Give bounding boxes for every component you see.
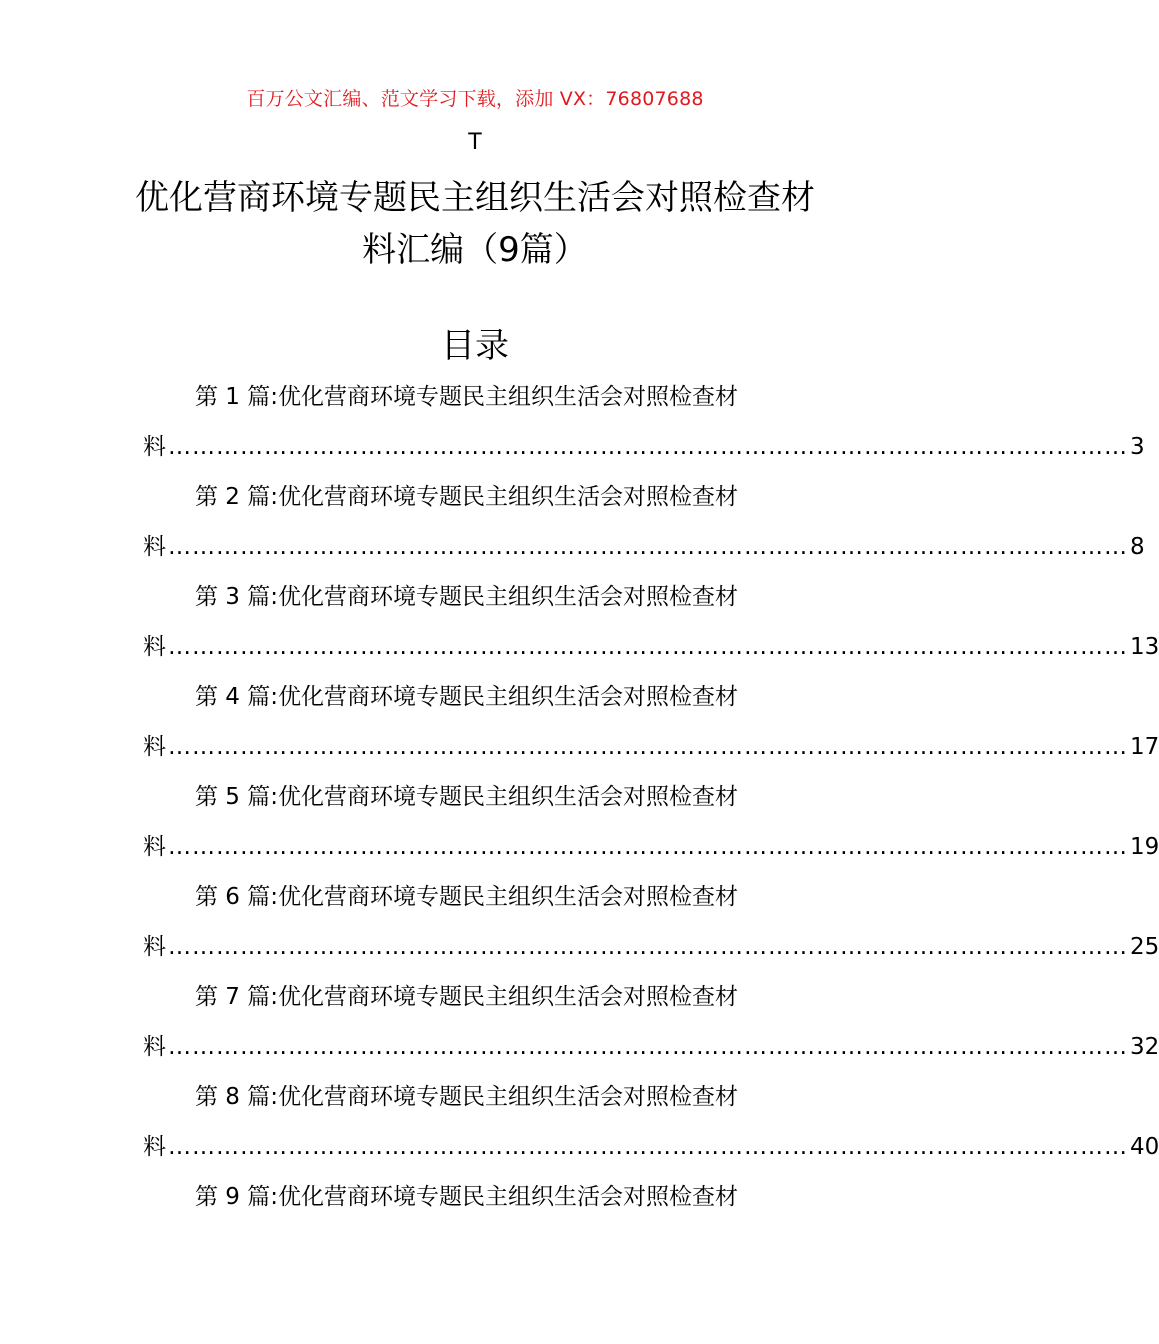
toc-entry[interactable] <box>143 1072 1159 1172</box>
toc-entry[interactable] <box>143 572 1159 672</box>
toc-entry[interactable] <box>143 672 1159 772</box>
toc-entry[interactable] <box>143 472 1145 572</box>
toc-dot-leader: ………………………………………………………………………………………………………… <box>168 734 1128 760</box>
toc-dot-leader: ………………………………………………………………………………………………………… <box>168 834 1128 860</box>
toc-entry-continuation: 料 <box>143 534 166 560</box>
toc-entry-title: 第 9 篇:优化营商环境专题民主组织生活会对照检查材 <box>195 1184 739 1210</box>
toc-entry[interactable] <box>143 1172 805 1222</box>
toc-entry-continuation: 料 <box>143 1034 166 1060</box>
toc-heading: 目录 <box>441 326 509 366</box>
toc-entry-page: 19 <box>1130 834 1159 860</box>
toc-entry-page: 3 <box>1130 434 1145 460</box>
toc-entry-continuation: 料 <box>143 634 166 660</box>
toc-entry[interactable] <box>143 372 1145 472</box>
toc-entry-title: 第 5 篇:优化营商环境专题民主组织生活会对照检查材 <box>195 784 739 810</box>
toc-entry-continuation: 料 <box>143 834 166 860</box>
header-note: 百万公文汇编、范文学习下载，添加 VX：76807688 <box>246 88 704 110</box>
toc-entry-continuation-line <box>143 822 1159 872</box>
toc-entry[interactable] <box>143 872 1159 972</box>
toc-entry-continuation-line <box>143 922 1159 972</box>
toc-entry-continuation-line <box>143 1122 1159 1172</box>
toc-entry-continuation-line <box>143 722 1159 772</box>
toc-dot-leader: ………………………………………………………………………………………………………… <box>168 634 1128 660</box>
toc-entry-continuation-line <box>143 622 1159 672</box>
toc-entry-continuation: 料 <box>143 434 166 460</box>
toc-entry-continuation-line <box>143 522 1145 572</box>
toc-entry-continuation-line <box>143 1022 1159 1072</box>
toc-entry-page: 25 <box>1130 934 1159 960</box>
document-title: 优化营商环境专题民主组织生活会对照检查材料汇编（9篇） <box>135 178 815 270</box>
toc-entry[interactable] <box>143 972 1159 1072</box>
toc-entry-title: 第 4 篇:优化营商环境专题民主组织生活会对照检查材 <box>195 684 739 710</box>
toc-entry-continuation-line <box>143 422 1145 472</box>
toc-entry-page: 13 <box>1130 634 1159 660</box>
toc-dot-leader: ………………………………………………………………………………………………………… <box>168 434 1128 460</box>
toc-entry-page: 40 <box>1130 1134 1159 1160</box>
toc-entry-page: 17 <box>1130 734 1159 760</box>
toc-entry-title: 第 7 篇:优化营商环境专题民主组织生活会对照检查材 <box>195 984 739 1010</box>
toc-entry-title: 第 8 篇:优化营商环境专题民主组织生活会对照检查材 <box>195 1084 739 1110</box>
toc-dot-leader: ………………………………………………………………………………………………………… <box>168 534 1128 560</box>
toc-entry-continuation: 料 <box>143 934 166 960</box>
toc-entry-title: 第 1 篇:优化营商环境专题民主组织生活会对照检查材 <box>195 384 739 410</box>
toc-dot-leader: ………………………………………………………………………………………………………… <box>168 1134 1128 1160</box>
toc-entry-continuation: 料 <box>143 734 166 760</box>
stray-mark: T <box>468 130 482 155</box>
toc-entry[interactable] <box>143 772 1159 872</box>
toc-entry-title: 第 3 篇:优化营商环境专题民主组织生活会对照检查材 <box>195 584 739 610</box>
toc-dot-leader: ………………………………………………………………………………………………………… <box>168 934 1128 960</box>
table-of-contents <box>143 372 1159 1222</box>
toc-entry-page: 32 <box>1130 1034 1159 1060</box>
toc-dot-leader: ………………………………………………………………………………………………………… <box>168 1034 1128 1060</box>
toc-entry-page: 8 <box>1130 534 1145 560</box>
toc-entry-continuation: 料 <box>143 1134 166 1160</box>
toc-entry-title: 第 6 篇:优化营商环境专题民主组织生活会对照检查材 <box>195 884 739 910</box>
toc-entry-title: 第 2 篇:优化营商环境专题民主组织生活会对照检查材 <box>195 484 739 510</box>
